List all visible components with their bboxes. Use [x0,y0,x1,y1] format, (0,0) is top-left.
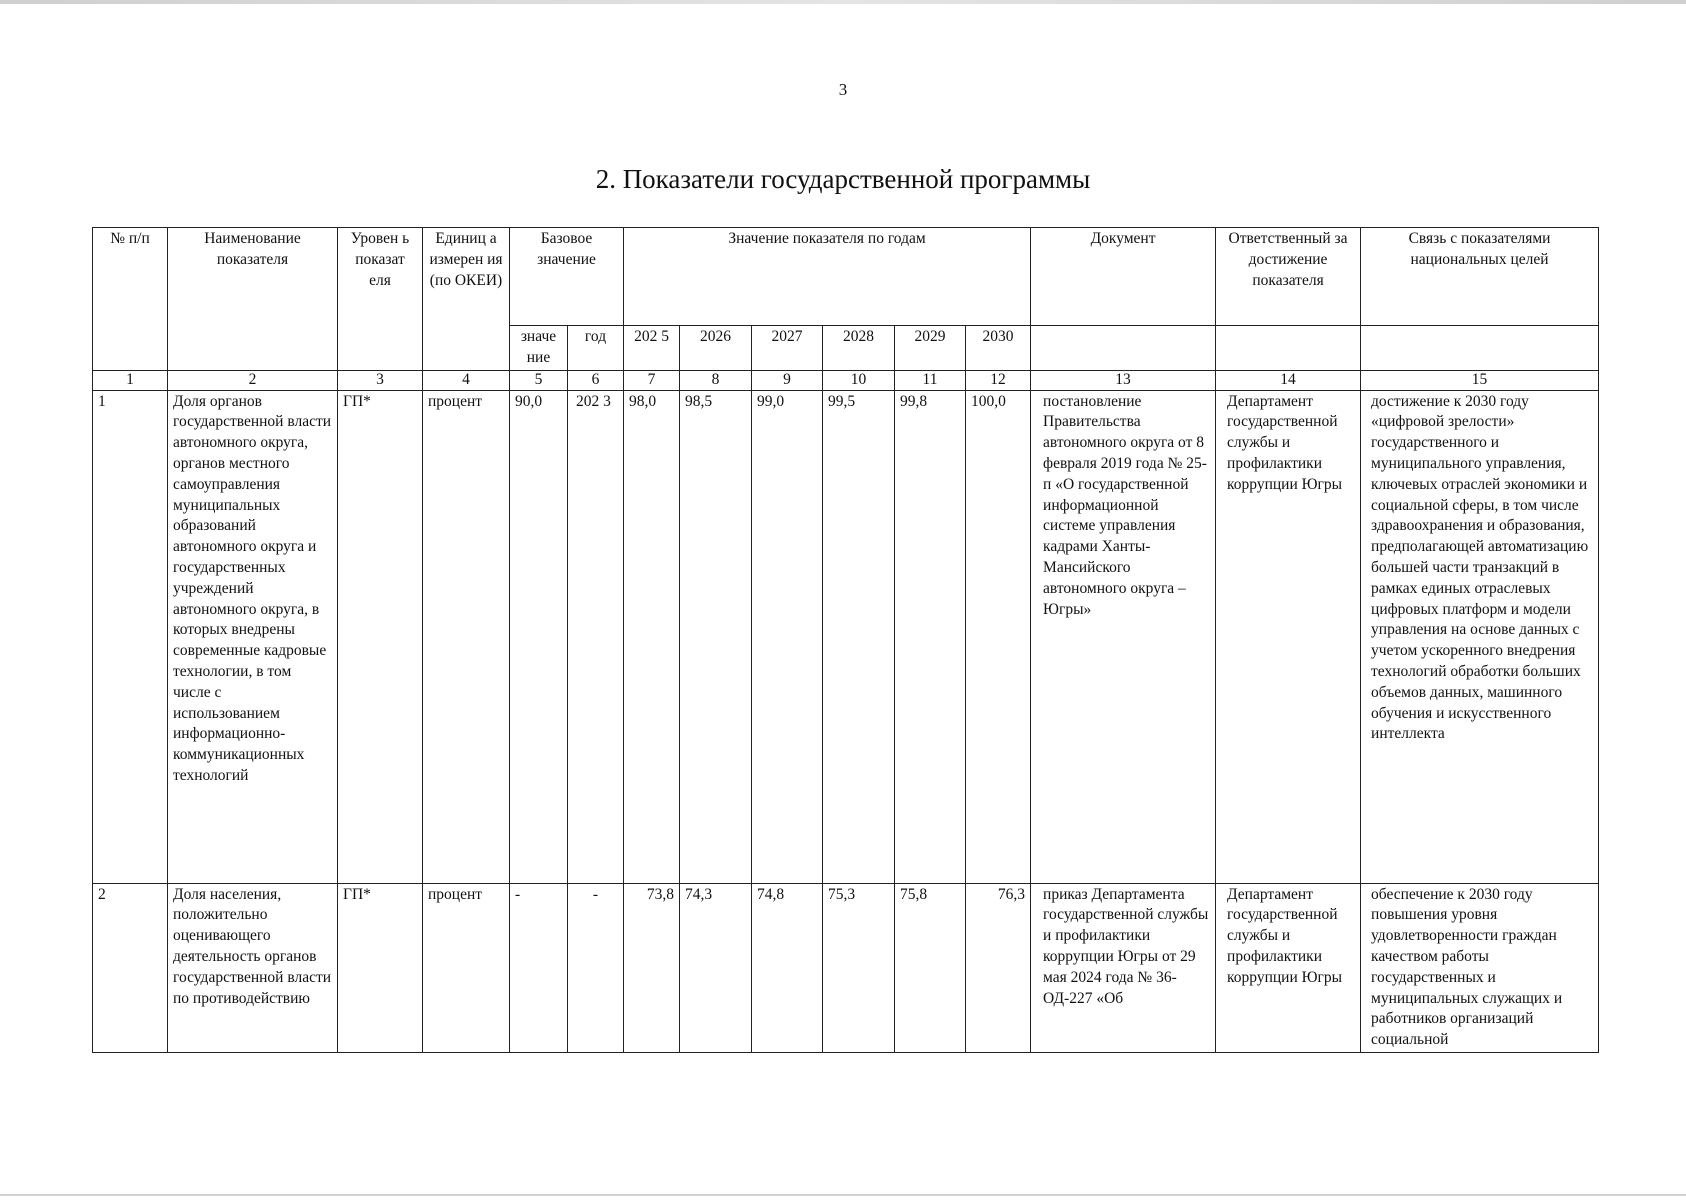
row-base-year: 202 3 [568,390,624,883]
column-number: 14 [1216,370,1361,390]
row-value-2026: 74,3 [680,883,752,1052]
column-number: 7 [624,370,680,390]
column-number: 10 [823,370,895,390]
table-row [93,883,1599,1052]
row-value-2030: 76,3 [966,883,1031,1052]
row-num: 2 [93,883,168,1052]
column-number: 6 [568,370,624,390]
header-responsible-empty [1216,326,1361,371]
header-document-empty [1031,326,1216,371]
column-number: 11 [895,370,966,390]
column-number: 4 [423,370,510,390]
column-numbers-row [93,370,1599,390]
row-national-goal-link: достижение к 2030 году «цифровой зрелости» государственного и муниципального управления, ключевых отраслей экономики и социальной сферы, в том числе здравоохранения и образования, предполагающей автоматизацию большей части транзакций в рамках единых отраслевых цифровых платформ и модели управления на основе данных с учетом ускоренного внедрения технологий обработки больших объемов данных, машинного обучения и искусственного интеллекта [1361,390,1599,883]
row-national-goal-link: обеспечение к 2030 году повышения уровня удовлетворенности граждан качеством работы государственных и муниципальных служащих и работников организаций социальной [1361,883,1599,1052]
row-value-2029: 99,8 [895,390,966,883]
column-number: 13 [1031,370,1216,390]
header-year-2027: 2027 [752,326,823,371]
row-value-2026: 98,5 [680,390,752,883]
row-responsible: Департамент государственной службы и профилактики коррупции Югры [1216,390,1361,883]
scan-edge-bottom [0,1194,1686,1196]
header-name: Наименование показателя [168,228,338,371]
column-number: 15 [1361,370,1599,390]
header-unit: Единиц а измерен ия (по ОКЕИ) [423,228,510,371]
page-title: 2. Показатели государственной программы [595,164,1091,194]
column-number: 8 [680,370,752,390]
row-value-2027: 74,8 [752,883,823,1052]
row-responsible: Департамент государственной службы и профилактики коррупции Югры [1216,883,1361,1052]
header-year-2026: 2026 [680,326,752,371]
row-value-2028: 75,3 [823,883,895,1052]
row-unit: процент [423,390,510,883]
row-level: ГП* [338,390,423,883]
row-value-2030: 100,0 [966,390,1031,883]
header-base-value: значе ние [510,326,568,371]
table-header-row [93,228,1599,326]
column-number: 1 [93,370,168,390]
row-base-value: 90,0 [510,390,568,883]
row-name: Доля органов государственной власти автономного округа, органов местного самоуправления муниципальных образований автономного округа и государственных учреждений автономного округа, в которых внедрены современные кадровые технологии, в том числе с использованием информационно-коммуникационных технологий [168,390,338,883]
row-value-2027: 99,0 [752,390,823,883]
page-number: 3 [838,80,848,99]
header-years-group: Значение показателя по годам [624,228,1031,326]
row-value-2025: 73,8 [624,883,680,1052]
row-value-2029: 75,8 [895,883,966,1052]
scan-edge-top [0,0,1686,4]
header-base: Базовое значение [510,228,624,326]
header-level: Уровен ь показат еля [338,228,423,371]
header-document: Документ [1031,228,1216,326]
row-level: ГП* [338,883,423,1052]
column-number: 2 [168,370,338,390]
header-base-year: год [568,326,624,371]
column-number: 3 [338,370,423,390]
row-base-year: - [568,883,624,1052]
row-num: 1 [93,390,168,883]
header-responsible: Ответственный за достижение показателя [1216,228,1361,326]
row-unit: процент [423,883,510,1052]
indicators-table [92,227,1599,1053]
row-document: приказ Департамента государственной службы и профилактики коррупции Югры от 29 мая 2024 года № 36-ОД-227 «Об [1031,883,1216,1052]
header-num: № п/п [93,228,168,371]
column-number: 9 [752,370,823,390]
header-link: Связь с показателями национальных целей [1361,228,1599,326]
row-name: Доля населения, положительно оценивающего деятельность органов государственной власти по противодействию [168,883,338,1052]
header-year-2029: 2029 [895,326,966,371]
row-document: постановление Правительства автономного округа от 8 февраля 2019 года № 25-п «О государственной информационной системе управления кадрами Ханты-Мансийского автономного округа – Югры» [1031,390,1216,883]
column-number: 12 [966,370,1031,390]
row-base-value: - [510,883,568,1052]
header-year-2025: 202 5 [624,326,680,371]
column-number: 5 [510,370,568,390]
row-value-2025: 98,0 [624,390,680,883]
header-link-empty [1361,326,1599,371]
header-year-2030: 2030 [966,326,1031,371]
header-year-2028: 2028 [823,326,895,371]
row-value-2028: 99,5 [823,390,895,883]
table-row [93,390,1599,883]
